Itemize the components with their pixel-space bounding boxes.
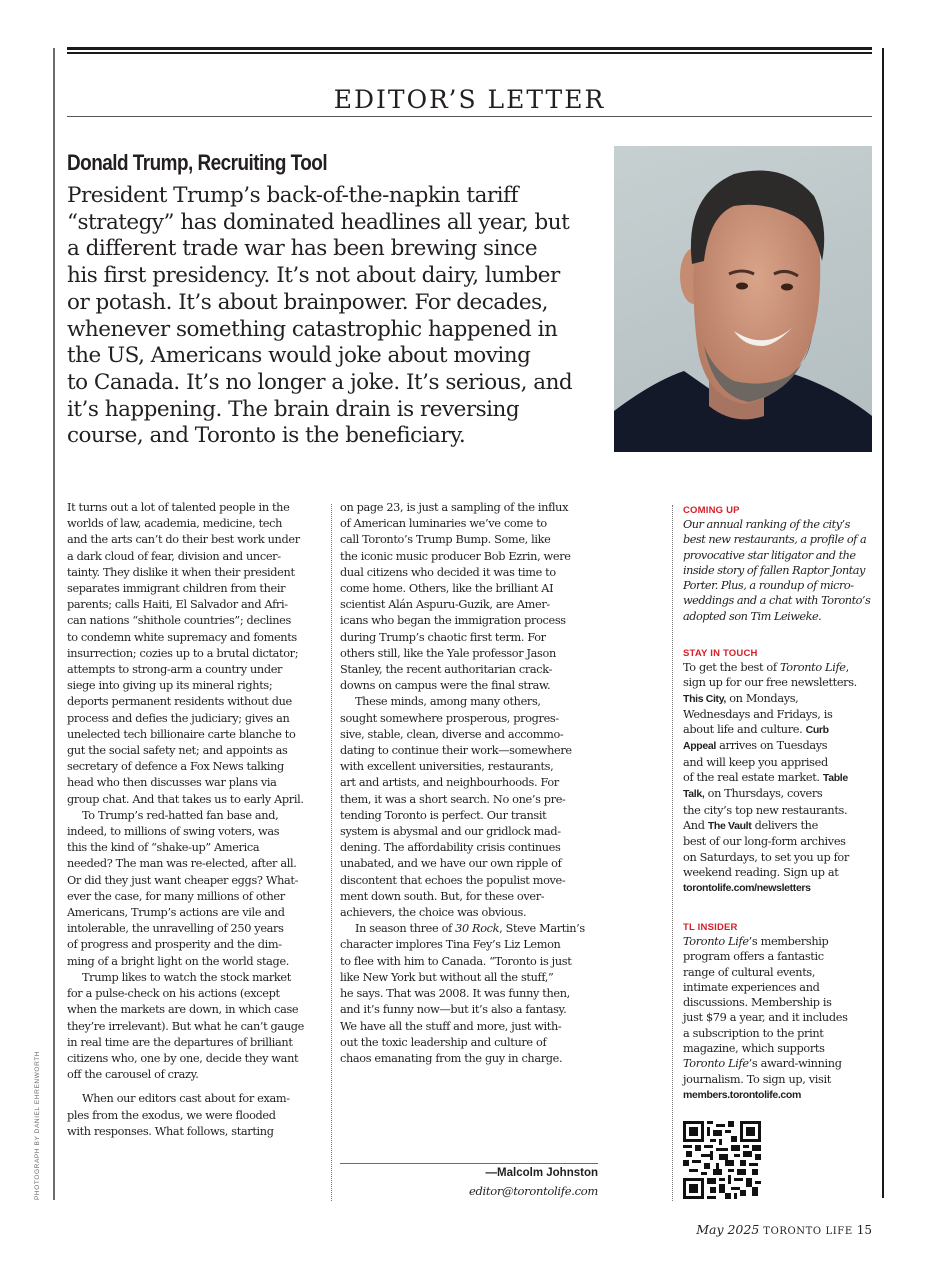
body-line: a dark cloud of fear, division and uncer- xyxy=(67,549,281,563)
body-line: sive, stable, clean, diverse and accommo- xyxy=(340,727,564,741)
dek-line: a different trade war has been brewing since xyxy=(67,236,538,262)
sidebar-line: adopted son Tim Leiweke. xyxy=(683,609,822,623)
body-line: and the arts can’t do their best work under xyxy=(67,533,300,547)
text: of the real estate market. xyxy=(683,771,823,785)
dek-line: his first presidency. It’s not about dairy, lumber xyxy=(67,263,560,289)
body-line: siege into giving up its mineral rights; xyxy=(67,679,273,693)
body-column-2 xyxy=(340,500,598,1067)
sidebar-line: best of our long-form archives xyxy=(683,835,846,849)
section-title: EDITOR’S LETTER xyxy=(333,84,606,114)
body-line: deports permanent residents without due xyxy=(67,695,292,709)
sidebar-line: the city’s top new restaurants. xyxy=(683,803,848,817)
coming-up-heading: COMING UP xyxy=(683,505,740,516)
sidebar-line xyxy=(683,818,883,834)
sidebar-divider-dotted xyxy=(672,505,673,1201)
body-line: worlds of law, academia, medicine, tech xyxy=(67,517,282,531)
body-line: intolerable, the unravelling of 250 years xyxy=(67,922,284,936)
top-rule xyxy=(67,47,872,50)
dek-line: course, and Toronto is the beneficiary. xyxy=(67,423,466,449)
body-line: insurrection; cozies up to a brutal dictator; xyxy=(67,646,299,660)
body-line: tainty. They dislike it when their president xyxy=(67,565,295,579)
sidebar-stay-in-touch xyxy=(683,647,883,896)
body-text: , Steve Martin’s xyxy=(499,922,585,936)
text: And xyxy=(683,818,708,832)
sidebar-line: weekend reading. Sign up at xyxy=(683,865,839,879)
sidebar-line: best new restaurants, a profile of a xyxy=(683,533,867,547)
sidebar-coming-up xyxy=(683,504,883,624)
left-frame-rule xyxy=(53,48,55,1200)
body-line: unabated, and we have our own ripple of xyxy=(340,857,562,871)
body-text: In season three of xyxy=(355,922,456,936)
body-line: chaos emanating from the guy in charge. xyxy=(340,1051,563,1065)
body-line: the iconic music producer Bob Ezrin, were xyxy=(340,549,571,563)
sidebar-line xyxy=(683,1056,883,1071)
body-line: on page 23, is just a sampling of the influx xyxy=(340,501,569,514)
text: on Mondays, xyxy=(725,691,799,705)
body-line: dating to continue their work—somewhere xyxy=(340,744,572,758)
sidebar-line: program offers a fantastic xyxy=(683,950,824,964)
body-line: secretary of defence a Fox News talking xyxy=(67,760,284,774)
body-line: with responses. What follows, starting xyxy=(67,1124,274,1138)
body-line: scientist Alán Aspuru-Guzik, are Amer- xyxy=(340,598,550,612)
body-line: and it’s funny now—but it’s also a fantasy. xyxy=(340,1003,567,1017)
body-line: this the kind of “shake-up” America xyxy=(67,841,260,855)
body-line: achievers, the choice was obvious. xyxy=(340,906,527,920)
sidebar-line xyxy=(683,738,883,754)
signature-rule xyxy=(340,1163,598,1164)
text: , xyxy=(845,661,849,674)
body-line: come home. Others, like the brilliant AI xyxy=(340,582,554,596)
title-underline-rule xyxy=(67,116,872,117)
body-line: during Trump’s chaotic first term. For xyxy=(340,630,546,644)
magazine-name: Toronto Life xyxy=(683,1057,749,1071)
sidebar-line: weddings and a chat with Toronto’s xyxy=(683,594,871,608)
dek-line: whenever something catastrophic happened in xyxy=(67,316,558,342)
sidebar-line: magazine, which supports xyxy=(683,1042,825,1056)
body-line: process and defies the judiciary; gives an xyxy=(67,711,290,725)
column-divider-dotted xyxy=(331,504,332,1201)
text: To get the best of xyxy=(683,661,780,674)
body-line: We have all the stuff and more, just with- xyxy=(340,1019,562,1033)
sidebar-line: on Saturdays, to set you up for xyxy=(683,850,849,864)
body-line: downs on campus were the final straw. xyxy=(340,679,551,693)
sidebar-line xyxy=(683,770,883,786)
sidebar-line: discussions. Membership is xyxy=(683,996,832,1010)
body-line: art and artists, and neighbourhoods. For xyxy=(340,776,559,790)
newsletter-name: This City, xyxy=(683,692,726,705)
body-line: they’re irrelevant). But what he can’t gauge xyxy=(67,1019,304,1033)
article-headline: Donald Trump, Recruiting Tool xyxy=(67,150,328,175)
sidebar-line: a subscription to the print xyxy=(683,1026,824,1040)
magazine-name: Toronto Life xyxy=(779,661,846,674)
signature-name: —Malcolm Johnston xyxy=(485,1167,598,1179)
text: ’s award-winning xyxy=(748,1057,842,1071)
sidebar-line: sign up for our free newsletters. xyxy=(683,676,857,690)
body-line: dual citizens who decided it was time to xyxy=(340,565,556,579)
body-line: tending Toronto is perfect. Our transit xyxy=(340,808,547,822)
newsletters-link[interactable] xyxy=(683,880,883,896)
link-text[interactable]: members.torontolife.com xyxy=(683,1088,801,1101)
body-line: call Toronto’s Trump Bump. Some, like xyxy=(340,533,551,547)
body-line: separates immigrant children from their xyxy=(67,582,286,596)
newsletter-name: Table xyxy=(822,772,848,785)
body-line: sought somewhere prosperous, progres- xyxy=(340,711,559,725)
body-line: Or did they just want cheaper eggs? What- xyxy=(67,873,299,887)
stay-in-touch-heading: STAY IN TOUCH xyxy=(683,648,758,659)
body-line: ming of a bright light on the world stage. xyxy=(67,954,290,968)
dek-line: or potash. It’s about brainpower. For decades, xyxy=(67,289,548,315)
dek-line: President Trump’s back-of-the-napkin tariff xyxy=(67,183,518,208)
sidebar-line: just $79 a year, and it includes xyxy=(683,1011,848,1025)
sidebar-line: inside story of fallen Raptor Jontay xyxy=(683,563,865,577)
dek-line: it’s happening. The brain drain is reversing xyxy=(67,396,520,422)
tl-insider-heading: TL INSIDER xyxy=(683,922,738,933)
body-line xyxy=(340,921,598,937)
dek-line: the US, Americans would joke about moving xyxy=(67,343,531,369)
newsletter-name: Curb xyxy=(805,724,829,737)
page-number: 15 xyxy=(856,1223,872,1237)
body-line: of American luminaries we’ve come to xyxy=(340,517,547,531)
signature-email-link[interactable]: editor@torontolife.com xyxy=(468,1184,598,1198)
body-line: indeed, to millions of swing voters, was xyxy=(67,825,280,839)
body-line: to flee with him to Canada. “Toronto is just xyxy=(340,954,572,968)
sidebar-line: journalism. To sign up, visit xyxy=(683,1072,831,1086)
body-line: when the markets are down, in which case xyxy=(67,1003,299,1017)
body-line: attempts to strong-arm a country under xyxy=(67,663,283,677)
body-line: in real time are the departures of brilliant xyxy=(67,1035,293,1049)
portrait-illustration xyxy=(614,146,872,452)
body-line: with excellent universities, restaurants, xyxy=(340,760,554,774)
body-line: These minds, among many others, xyxy=(355,695,541,709)
text: about life and culture. xyxy=(683,723,806,737)
body-line: off the carousel of crazy. xyxy=(67,1068,199,1082)
sidebar-line xyxy=(683,786,883,802)
body-line: When our editors cast about for exam- xyxy=(82,1092,290,1106)
body-line: group chat. And that takes us to early April. xyxy=(67,792,304,806)
article-dek xyxy=(67,183,587,450)
body-line: ever the case, for many millions of other xyxy=(67,889,285,903)
link-text[interactable]: torontolife.com/newsletters xyxy=(683,882,811,895)
dek-line: “strategy” has dominated headlines all year, but xyxy=(67,209,570,235)
issue-date: May 2025 xyxy=(696,1222,760,1237)
sidebar-line: Porter. Plus, a roundup of micro- xyxy=(683,579,854,593)
body-line: out the toxic leadership and culture of xyxy=(340,1035,547,1049)
body-line: of progress and prosperity and the dim- xyxy=(67,938,282,952)
body-line: discontent that echoes the populist move- xyxy=(340,873,566,887)
sidebar-line: Wednesdays and Fridays, is xyxy=(683,707,833,721)
body-column-1 xyxy=(67,500,324,1140)
top-rule-second xyxy=(67,52,872,54)
sidebar-tl-insider xyxy=(683,921,883,1103)
text: on Thursdays, covers xyxy=(704,787,823,801)
text: ’s membership xyxy=(748,935,829,948)
newsletter-name: Talk, xyxy=(683,788,705,801)
body-line: can nations “shithole countries”; declines xyxy=(67,614,291,628)
body-line: ment down south. But, for these over- xyxy=(340,889,545,903)
page-folio xyxy=(696,1222,872,1237)
newsletter-name: Appeal xyxy=(683,740,716,753)
newsletter-name: The Vault xyxy=(707,819,752,832)
body-line: citizens who, one by one, decide they want xyxy=(67,1051,299,1065)
body-line: them, it was a short search. No one’s pre- xyxy=(340,792,566,806)
show-title: 30 Rock xyxy=(455,922,500,936)
sidebar-line xyxy=(683,722,883,738)
body-line: Stanley, the recent authoritarian crack- xyxy=(340,663,553,677)
body-line: like New York but without all the stuff,” xyxy=(340,970,554,984)
body-line: icans who began the immigration process xyxy=(340,614,566,628)
sidebar-line: range of cultural events, xyxy=(683,965,816,979)
body-line: To Trump’s red-hatted fan base and, xyxy=(82,808,279,822)
text: arrives on Tuesdays xyxy=(715,739,828,753)
dek-line: to Canada. It’s no longer a joke. It’s serious, and xyxy=(67,369,573,395)
body-line: ples from the exodus, we were flooded xyxy=(67,1108,276,1122)
body-line: Trump likes to watch the stock market xyxy=(82,970,291,984)
body-line: character implores Tina Fey’s Liz Lemon xyxy=(340,938,561,952)
body-line: head who then discusses war plans via xyxy=(67,776,277,790)
body-line: It turns out a lot of talented people in the xyxy=(67,501,290,514)
body-line: for a pulse-check on his actions (except xyxy=(67,987,280,1001)
body-line: Americans, Trump’s actions are vile and xyxy=(67,906,285,920)
body-line: others still, like the Yale professor Jason xyxy=(340,646,556,660)
sidebar-line: intimate experiences and xyxy=(683,980,820,994)
body-line: he says. That was 2008. It was funny then, xyxy=(340,987,570,1001)
sidebar-line xyxy=(683,934,883,949)
text: delivers the xyxy=(751,818,818,832)
body-line: to condemn white supremacy and foments xyxy=(67,630,297,644)
body-line: dening. The affordability crisis continues xyxy=(340,841,561,855)
editor-portrait-photo xyxy=(614,146,872,452)
magazine-name: TORONTO LIFE xyxy=(763,1226,853,1237)
sidebar-line xyxy=(683,691,883,707)
magazine-name: Toronto Life xyxy=(683,935,749,948)
qr-code-icon[interactable] xyxy=(683,1121,761,1199)
body-line: parents; calls Haiti, El Salvador and Afri- xyxy=(67,598,288,612)
body-line: gut the social safety net; and appoints as xyxy=(67,744,288,758)
body-line: needed? The man was re-elected, after all. xyxy=(67,857,297,871)
photo-credit: PHOTOGRAPH BY DANIEL EHRENWORTH xyxy=(34,1050,41,1200)
sidebar-line: Our annual ranking of the city’s xyxy=(683,518,850,531)
members-link[interactable] xyxy=(683,1087,883,1103)
body-line: unelected tech billionaire carte blanche to xyxy=(67,727,296,741)
sidebar-line: provocative star litigator and the xyxy=(683,548,856,562)
sidebar-line: and will keep you apprised xyxy=(683,755,828,769)
sidebar-line xyxy=(683,660,883,675)
body-line: system is abysmal and our gridlock mad- xyxy=(340,825,561,839)
